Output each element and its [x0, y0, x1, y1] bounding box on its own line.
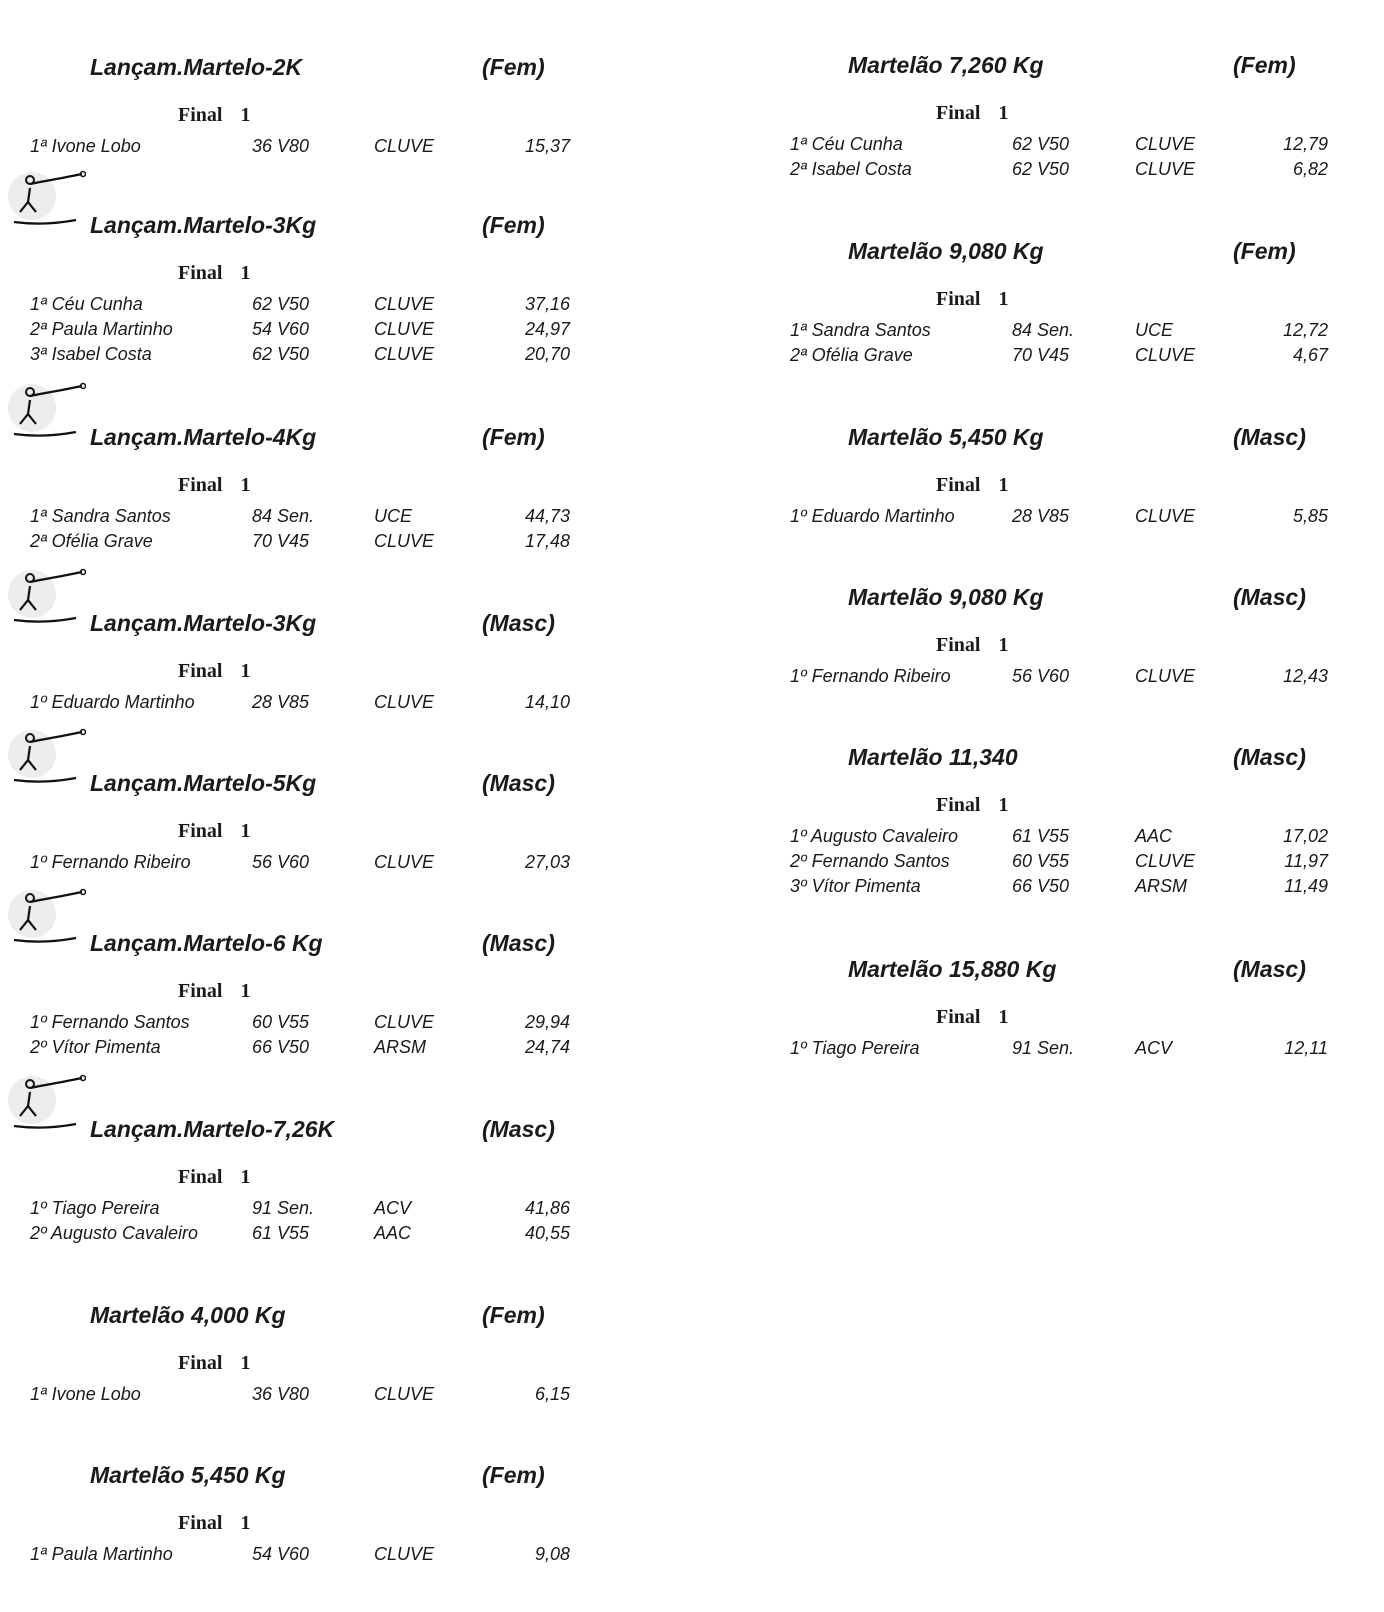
athlete-category: 60 V55 — [252, 1012, 310, 1032]
event-gender: (Fem) — [482, 1462, 545, 1488]
event-block — [778, 584, 1378, 734]
result-row — [0, 1384, 640, 1409]
event-block — [778, 956, 1378, 1106]
athlete-category: 66 V50 — [252, 1037, 310, 1057]
event-gender: (Fem) — [482, 1302, 545, 1328]
athlete-mark: 6,15 — [534, 1384, 570, 1404]
hammer-thrower-icon — [6, 170, 86, 232]
athlete-club: CLUVE — [1135, 159, 1196, 179]
athlete-name: 2ª Isabel Costa — [790, 159, 912, 179]
result-row — [778, 1038, 1378, 1063]
results-list — [0, 1384, 640, 1409]
athlete-name: 1º Eduardo Martinho — [30, 692, 195, 712]
athlete-name: 1ª Ivone Lobo — [30, 1384, 141, 1404]
round-label: Final 1 — [178, 660, 251, 682]
athlete-mark: 14,10 — [524, 692, 570, 712]
athlete-club: CLUVE — [374, 136, 435, 156]
hammer-thrower-icon — [6, 728, 86, 790]
athlete-name: 2º Augusto Cavaleiro — [30, 1223, 199, 1243]
event-block — [778, 52, 1378, 202]
athlete-name: 1ª Sandra Santos — [30, 506, 171, 526]
athlete-category: 56 V60 — [252, 852, 310, 872]
athlete-category: 62 V50 — [252, 294, 310, 314]
result-row — [778, 826, 1378, 851]
athlete-category: 84 Sen. — [252, 506, 315, 526]
athlete-name: 1ª Céu Cunha — [790, 134, 903, 154]
athlete-name: 1º Fernando Ribeiro — [30, 852, 191, 872]
athlete-mark: 4,67 — [1292, 345, 1328, 365]
results-list — [778, 320, 1378, 370]
athlete-club: CLUVE — [374, 1012, 435, 1032]
athlete-club: ACV — [374, 1198, 412, 1218]
hammer-thrower-icon — [6, 568, 86, 630]
athlete-name: 1ª Céu Cunha — [30, 294, 143, 314]
athlete-mark: 5,85 — [1292, 506, 1328, 526]
athlete-category: 66 V50 — [1012, 876, 1070, 896]
result-row — [778, 320, 1378, 345]
athlete-mark: 20,70 — [524, 344, 570, 364]
round-label: Final 1 — [178, 1512, 251, 1534]
athlete-category: 91 Sen. — [252, 1198, 315, 1218]
athlete-mark: 41,86 — [524, 1198, 570, 1218]
round-label: Final 1 — [936, 1006, 1009, 1028]
athlete-club: CLUVE — [374, 294, 435, 314]
athlete-name: 1ª Paula Martinho — [30, 1544, 173, 1564]
result-row — [778, 851, 1378, 876]
athlete-name: 1º Augusto Cavaleiro — [790, 826, 959, 846]
athlete-name: 2ª Ofélia Grave — [790, 345, 913, 365]
athlete-category: 56 V60 — [1012, 666, 1070, 686]
athlete-club: CLUVE — [1135, 345, 1196, 365]
results-list — [778, 826, 1378, 901]
result-row — [0, 319, 640, 344]
athlete-name: 1º Tiago Pereira — [790, 1038, 920, 1058]
results-list — [0, 692, 640, 717]
results-list — [0, 1544, 640, 1569]
athlete-category: 91 Sen. — [1012, 1038, 1075, 1058]
athlete-mark: 24,97 — [524, 319, 570, 339]
result-row — [0, 1544, 640, 1569]
result-row — [778, 345, 1378, 370]
event-title: Lançam.Martelo-4Kg — [90, 424, 317, 450]
event-block — [778, 744, 1378, 894]
event-title: Martelão 5,450 Kg — [90, 1462, 286, 1488]
athlete-mark: 12,43 — [1282, 666, 1328, 686]
athlete-club: AAC — [374, 1223, 412, 1243]
athlete-category: 61 V55 — [252, 1223, 310, 1243]
round-label: Final 1 — [178, 1166, 251, 1188]
round-label: Final 1 — [936, 474, 1009, 496]
athlete-mark: 12,72 — [1282, 320, 1328, 340]
athlete-club: UCE — [1135, 320, 1174, 340]
athlete-mark: 37,16 — [524, 294, 570, 314]
event-title: Lançam.Martelo-7,26K — [90, 1116, 335, 1142]
round-label: Final 1 — [178, 104, 251, 126]
athlete-mark: 24,74 — [524, 1037, 570, 1057]
athlete-category: 70 V45 — [252, 531, 310, 551]
event-title: Lançam.Martelo-5Kg — [90, 770, 317, 796]
event-block — [0, 1116, 640, 1266]
results-list — [0, 294, 640, 369]
event-gender: (Masc) — [482, 770, 555, 796]
athlete-category: 54 V60 — [252, 319, 310, 339]
athlete-club: CLUVE — [374, 1384, 435, 1404]
athlete-mark: 15,37 — [524, 136, 570, 156]
result-row — [778, 876, 1378, 901]
result-row — [0, 531, 640, 556]
athlete-category: 28 V85 — [252, 692, 310, 712]
round-label: Final 1 — [936, 634, 1009, 656]
athlete-mark: 44,73 — [524, 506, 570, 526]
results-list — [778, 134, 1378, 184]
event-title: Martelão 15,880 Kg — [848, 956, 1057, 982]
round-label: Final 1 — [178, 262, 251, 284]
athlete-category: 62 V50 — [1012, 159, 1070, 179]
result-row — [778, 506, 1378, 531]
athlete-name: 3º Vítor Pimenta — [790, 876, 921, 896]
athlete-name: 1ª Ivone Lobo — [30, 136, 141, 156]
event-gender: (Fem) — [482, 54, 545, 80]
athlete-club: CLUVE — [374, 692, 435, 712]
round-label: Final 1 — [936, 794, 1009, 816]
athlete-category: 36 V80 — [252, 1384, 310, 1404]
results-list — [0, 1198, 640, 1248]
result-row — [778, 159, 1378, 184]
results-list — [0, 1012, 640, 1062]
result-row — [0, 1223, 640, 1248]
athlete-category: 70 V45 — [1012, 345, 1070, 365]
hammer-thrower-icon — [6, 888, 86, 950]
event-title: Martelão 9,080 Kg — [848, 584, 1044, 610]
athlete-club: CLUVE — [374, 531, 435, 551]
event-gender: (Fem) — [482, 212, 545, 238]
athlete-category: 84 Sen. — [1012, 320, 1075, 340]
result-row — [0, 344, 640, 369]
athlete-name: 2º Vítor Pimenta — [30, 1037, 161, 1057]
event-gender: (Fem) — [482, 424, 545, 450]
result-row — [778, 134, 1378, 159]
athlete-club: ARSM — [374, 1037, 427, 1057]
event-block — [0, 770, 640, 920]
result-row — [778, 666, 1378, 691]
athlete-category: 28 V85 — [1012, 506, 1070, 526]
event-gender: (Masc) — [1233, 424, 1306, 450]
athlete-category: 60 V55 — [1012, 851, 1070, 871]
athlete-name: 2º Fernando Santos — [790, 851, 950, 871]
event-title: Martelão 4,000 Kg — [90, 1302, 286, 1328]
hammer-thrower-icon — [6, 1074, 86, 1136]
athlete-mark: 9,08 — [534, 1544, 570, 1564]
athlete-mark: 11,97 — [1284, 851, 1328, 871]
event-gender: (Fem) — [1233, 238, 1296, 264]
event-block — [0, 54, 640, 204]
athlete-club: ARSM — [1135, 876, 1188, 896]
athlete-mark: 29,94 — [524, 1012, 570, 1032]
athlete-club: CLUVE — [374, 344, 435, 364]
event-block — [0, 1462, 640, 1612]
athlete-category: 62 V50 — [252, 344, 310, 364]
event-gender: (Masc) — [482, 1116, 555, 1142]
event-block — [778, 424, 1378, 574]
event-title: Lançam.Martelo-6 Kg — [90, 930, 323, 956]
event-block — [0, 1302, 640, 1452]
result-row — [0, 1012, 640, 1037]
athlete-name: 1º Tiago Pereira — [30, 1198, 160, 1218]
round-label: Final 1 — [178, 980, 251, 1002]
event-gender: (Masc) — [482, 610, 555, 636]
athlete-category: 62 V50 — [1012, 134, 1070, 154]
event-title: Martelão 7,260 Kg — [848, 52, 1044, 78]
result-row — [0, 1198, 640, 1223]
event-gender: (Masc) — [1233, 584, 1306, 610]
event-block — [0, 424, 640, 574]
round-label: Final 1 — [936, 102, 1009, 124]
athlete-category: 54 V60 — [252, 1544, 310, 1564]
result-row — [0, 506, 640, 531]
athlete-club: AAC — [1135, 826, 1173, 846]
event-title: Martelão 5,450 Kg — [848, 424, 1044, 450]
athlete-club: CLUVE — [1135, 851, 1196, 871]
athlete-name: 1º Fernando Ribeiro — [790, 666, 951, 686]
result-row — [0, 1037, 640, 1062]
event-title: Martelão 9,080 Kg — [848, 238, 1044, 264]
athlete-mark: 17,48 — [524, 531, 570, 551]
results-list — [778, 666, 1378, 691]
hammer-thrower-icon — [6, 382, 86, 444]
event-block — [0, 212, 640, 362]
athlete-mark: 12,11 — [1284, 1038, 1328, 1058]
athlete-club: UCE — [374, 506, 413, 526]
event-block — [0, 610, 640, 760]
athlete-club: CLUVE — [374, 852, 435, 872]
athlete-club: ACV — [1135, 1038, 1173, 1058]
athlete-mark: 12,79 — [1282, 134, 1328, 154]
athlete-club: CLUVE — [1135, 666, 1196, 686]
athlete-mark: 17,02 — [1282, 826, 1328, 846]
event-block — [778, 238, 1378, 388]
athlete-club: CLUVE — [1135, 506, 1196, 526]
athlete-name: 1ª Sandra Santos — [790, 320, 931, 340]
event-block — [0, 930, 640, 1080]
athlete-mark: 6,82 — [1292, 159, 1328, 179]
result-row — [0, 294, 640, 319]
result-row — [0, 852, 640, 877]
round-label: Final 1 — [178, 820, 251, 842]
results-list — [0, 136, 640, 161]
result-row — [0, 136, 640, 161]
athlete-club: CLUVE — [1135, 134, 1196, 154]
athlete-category: 36 V80 — [252, 136, 310, 156]
event-title: Lançam.Martelo-3Kg — [90, 212, 317, 238]
athlete-mark: 11,49 — [1284, 876, 1328, 896]
event-title: Lançam.Martelo-2K — [90, 54, 303, 80]
event-gender: (Masc) — [1233, 956, 1306, 982]
athlete-club: CLUVE — [374, 319, 435, 339]
event-gender: (Masc) — [482, 930, 555, 956]
athlete-category: 61 V55 — [1012, 826, 1070, 846]
event-gender: (Masc) — [1233, 744, 1306, 770]
result-row — [0, 692, 640, 717]
athlete-name: 1º Fernando Santos — [30, 1012, 190, 1032]
athlete-name: 1º Eduardo Martinho — [790, 506, 955, 526]
results-list — [0, 506, 640, 556]
athlete-club: CLUVE — [374, 1544, 435, 1564]
results-list — [778, 506, 1378, 531]
round-label: Final 1 — [178, 1352, 251, 1374]
athlete-name: 2ª Ofélia Grave — [30, 531, 153, 551]
results-list — [778, 1038, 1378, 1063]
event-title: Martelão 11,340 — [848, 744, 1018, 770]
athlete-name: 2ª Paula Martinho — [30, 319, 173, 339]
athlete-name: 3ª Isabel Costa — [30, 344, 152, 364]
athlete-mark: 40,55 — [524, 1223, 570, 1243]
round-label: Final 1 — [936, 288, 1009, 310]
athlete-mark: 27,03 — [524, 852, 570, 872]
round-label: Final 1 — [178, 474, 251, 496]
event-gender: (Fem) — [1233, 52, 1296, 78]
results-list — [0, 852, 640, 877]
event-title: Lançam.Martelo-3Kg — [90, 610, 317, 636]
